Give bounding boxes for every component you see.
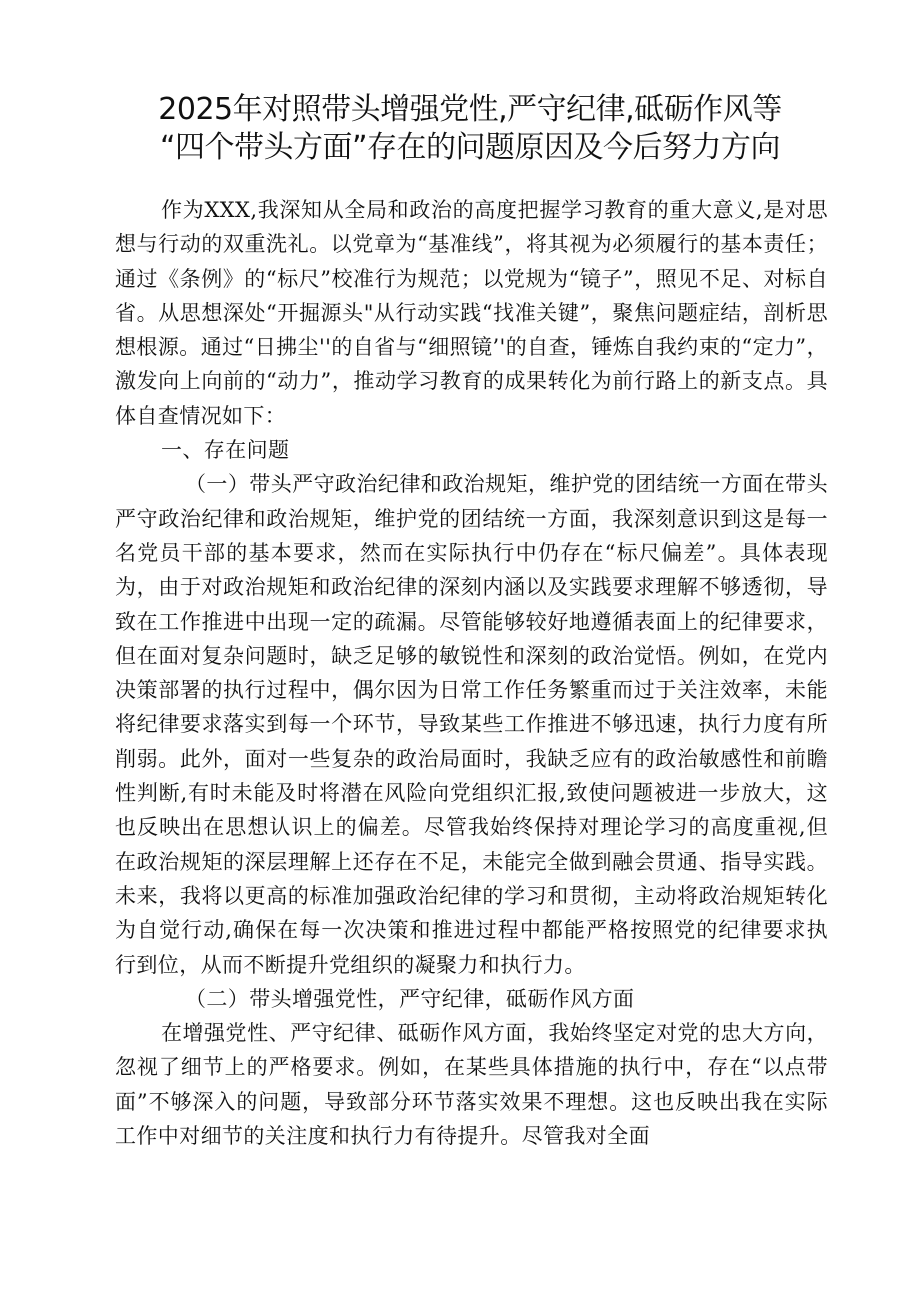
subsection-1-paragraph: （一）带头严守政治纪律和政治规矩，维护党的团结统一方面在带头严守政治纪律和政治规矩，维护党的团结统一方面，我深刻意识到这是每一名党员干部的基本要求，然而在实际执行中仍存在“标尺偏差”。具体表现为，由于对政治规矩和政治纪律的深刻内涵以及实践要求理解不够透彻，导致在工作推进中出现一定的疏漏。尽管能够较好地遵循表面上的纪律要求，但在面对复杂问题时，缺乏足够的敏锐性和深刻的政治觉悟。例如，在党内决策部署的执行过程中，偶尔因为日常工作任务繁重而过于关注效率，未能将纪律要求落实到每一个环节，导致某些工作推进不够迅速，执行力度有所削弱。此外，面对一些复杂的政治局面时，我缺乏应有的政治敏感性和前瞻性判断,有时未能及时将潜在风险向党组织汇报,致使问题被进一步放大，这也反映出在思想认识上的偏差。尽管我始终保持对理论学习的高度重视,但在政治规矩的深层理解上还存在不足，未能完全做到融会贯通、指导实践。未来，我将以更高的标准加强政治纪律的学习和贯彻，主动将政治规矩转化为自觉行动,确保在每一次决策和推进过程中都能严格按照党的纪律要求执行到位，从而不断提升党组织的凝聚力和执行力。 [115, 472, 828, 977]
document-title-line-2: “四个带头方面”存在的问题原因及今后努力方向 [159, 130, 781, 165]
document-title-line-1: 2025年对照带头增强党性,严守纪律,砥砺作风等 [158, 92, 782, 127]
document-body [115, 193, 828, 1153]
intro-paragraph: 作为XXX,我深知从全局和政治的高度把握学习教育的重大意义,是对思想与行动的双重洗礼。以党章为“基准线”，将其视为必须履行的基本责任；通过《条例》的“标尺”校准行为规范；以党规为“镜子”，照见不足、对标自省。从思想深处“开掘源头"从行动实践“找准关键”，聚焦问题症结，剖析思想根源。通过“日拂尘''的自省与“细照镜’'的自查，锤炼自我约束的“定力”，激发向上向前的“动力”，推动学习教育的成果转化为前行路上的新支点。具体自查情况如下： [115, 198, 828, 428]
section-heading-problems: 一、存在问题 [161, 438, 290, 463]
subsection-2-paragraph: 在增强党性、严守纪律、砥砺作风方面，我始终坚定对党的忠大方向，忽视了细节上的严格要求。例如，在某些具体措施的执行中，存在“以点带面”不够深入的问题，导致部分环节落实效果不理想。这也反映出我在实际工作中对细节的关注度和执行力有待提升。尽管我对全面 [115, 1021, 828, 1149]
subsection-2-heading: （二）带头增强党性，严守纪律，砥砺作风方面 [185, 986, 635, 1011]
